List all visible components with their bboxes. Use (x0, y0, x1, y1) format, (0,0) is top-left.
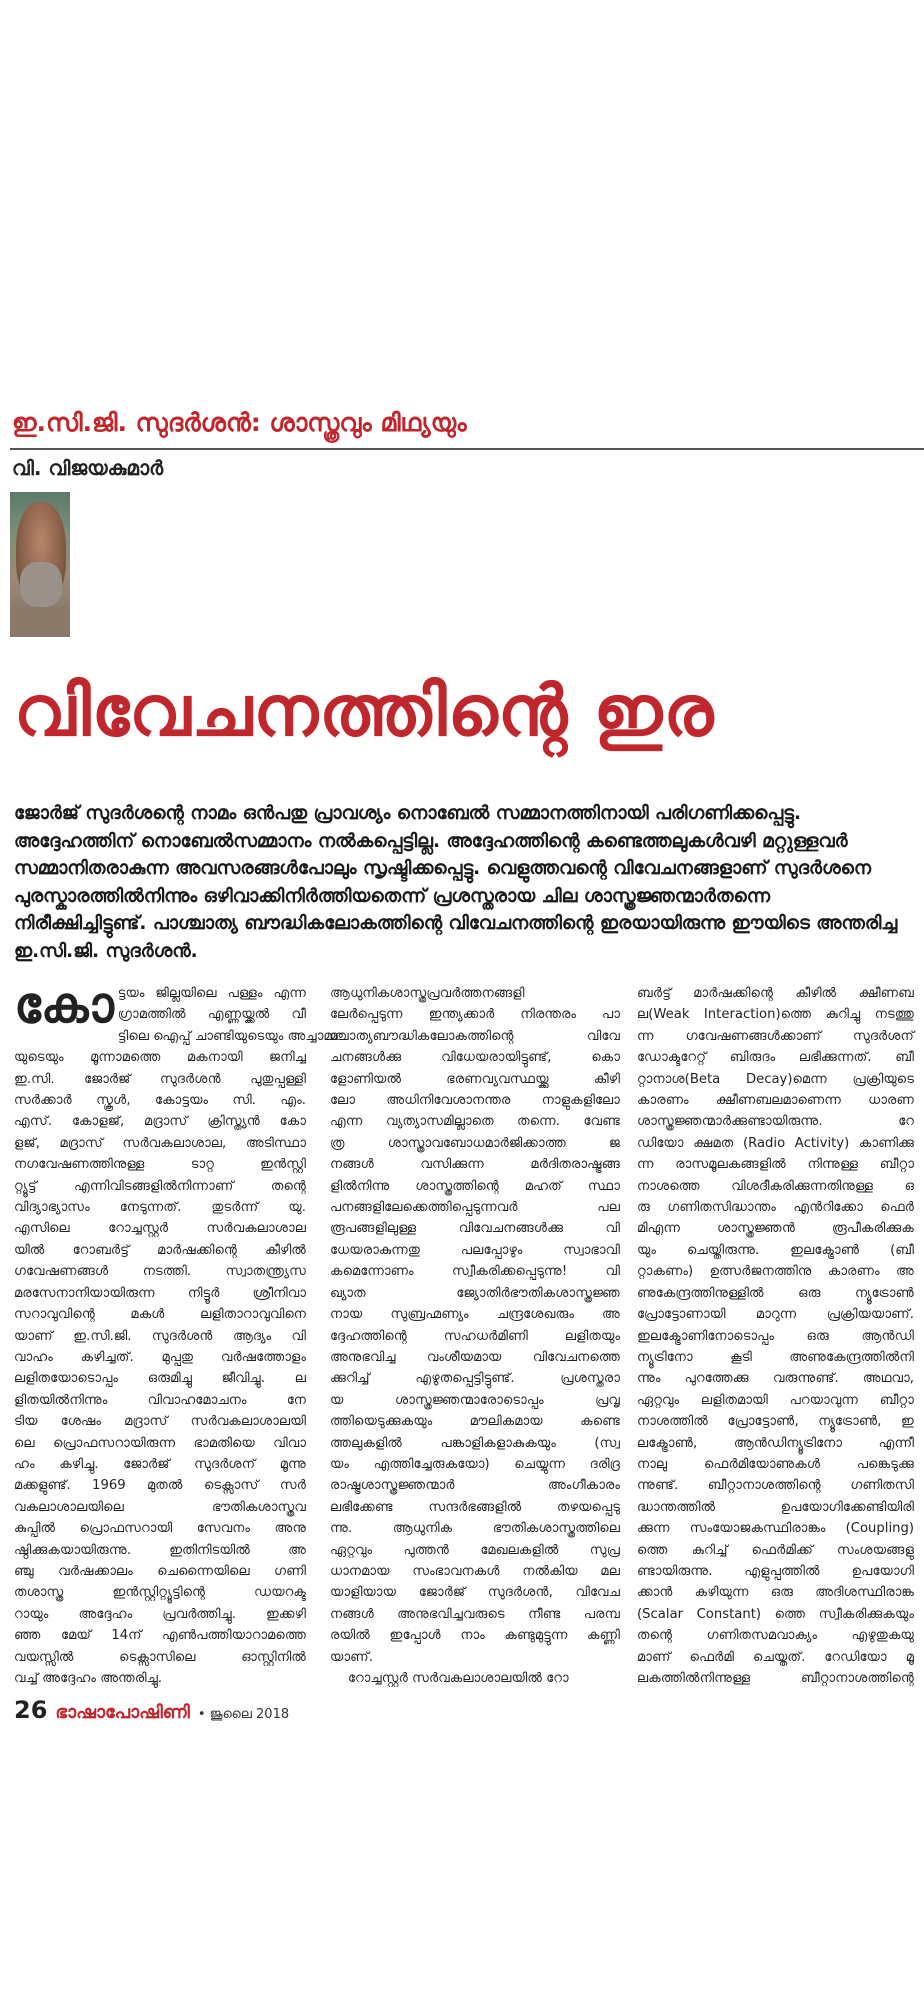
text-line: ലളിതയോടൊപ്പം ഒരുമിച്ചു ജീവിച്ചു. ല (14, 1371, 306, 1387)
text-line: ദ്ദേഹത്തിന്റെ സഹധർമിണി ലളിതയും (330, 1328, 620, 1344)
text-line: ഡിയോ ക്ഷമത (Radio Activity) കാണിക്കു (637, 1135, 914, 1151)
text-line: എന്ന വ്യത്യാസമില്ലാതെ തന്നെ. വേണ്ട (330, 1114, 620, 1130)
article-column-2 (330, 983, 620, 1689)
text-line: ശ്ചാത്യബൗദ്ധികലോകത്തിന്റെ വിവേ (330, 1028, 620, 1044)
text-line: ധേയരാകുന്നതു പലപ്പോഴും സ്വാഭാവി (330, 1242, 620, 1258)
text-line: തന്റെ ഗണിതസമവാക്യം എഴുതുകയു (637, 1628, 914, 1644)
text-line: ട്ടയം ജില്ലയിലെ പള്ളം എന്ന (117, 986, 306, 1001)
text-line: രാഷ്ട്രശാസ്ത്രജ്ഞന്മാർ അംഗീകാരം (330, 1478, 620, 1494)
text-line: റ്റ്യൂട്ട് എന്നിവിടങ്ങളിൽനിന്നാണ് തന്റെ (14, 1178, 306, 1194)
text-line: യുടെയും മൂന്നാമത്തെ മകനായി ജനിച്ച (14, 1050, 306, 1066)
text-line: വച്ച് അദ്ദേഹം അന്തരിച്ചു. (14, 1671, 163, 1686)
text-line: പനങ്ങളിലേക്കെത്തിപ്പെടുന്നവർ പല (330, 1200, 620, 1216)
text-line: എസിലെ റോച്ചസ്റ്റർ സർവകലാശാല (14, 1221, 306, 1237)
text-line: രു ഗണിതസിദ്ധാന്തം എൻറിക്കോ ഫെർ (637, 1200, 914, 1216)
text-line: അനുഭവിച്ച വംശീയമായ വിവേചനത്തെ (330, 1349, 620, 1365)
text-line: പ്രോട്ടോണായി മാറുന്ന പ്രക്രിയയാണ്. (637, 1307, 914, 1323)
text-line: ണുകേന്ദ്രത്തിനുള്ളിൽ ഒരു ന്യൂട്രോൺ (637, 1285, 914, 1301)
text-line: റ്റാകണം) ഉത്സർജനത്തിനു കാരണം അ (637, 1264, 914, 1280)
page-number: 26 (14, 1696, 48, 1724)
text-line: ഡോക്ടറേറ്റ് ബിരുദം ലഭിക്കുന്നത്. ബീ (637, 1050, 914, 1066)
text-line: മിഎന്ന ശാസ്ത്രജ്ഞൻ രൂപീകരിക്കുക (637, 1221, 914, 1237)
text-line: ഇലക്ട്രോണിനോടൊപ്പം ഒരു ആൻഡി (637, 1328, 914, 1344)
text-line: ശാസ്ത്രജ്ഞന്മാർക്കുണ്ടായിരുന്നു. റേ (637, 1114, 914, 1130)
text-line: ളിതയിൽനിന്നും വിവാഹമോചനം നേ (14, 1392, 306, 1408)
text-line: ളിൽനിന്നു ശാസ്ത്രത്തിന്റെ മഹത് സ്ഥാ (330, 1178, 620, 1194)
text-line: ക്കുറിച്ച് എഴുതപ്പെട്ടിട്ടുണ്ട്. പ്രശസ്തരാ (330, 1371, 620, 1387)
text-line: കാരണം ക്ഷീണബലമാണെന്ന ധാരണ (637, 1093, 914, 1109)
text-line: ഞ്ഞ മേയ് 14ന് എൺപത്തിയാറാമത്തെ (14, 1628, 306, 1644)
text-line: ദ്ധാന്തത്തിൽ ഉപയോഗിക്കേണ്ടിയിരി (637, 1499, 914, 1515)
text-line: കുപ്പിൽ പ്രൊഫസറായി സേവനം അനു (14, 1521, 306, 1537)
lead-paragraph (14, 800, 914, 965)
text-line: ന്നും പുറത്തേക്കു വരുന്നുണ്ട്. അഥവാ, (637, 1371, 914, 1387)
text-line: വകലാശാലയിലെ ഭൗതികശാസ്ത്രവ (14, 1499, 306, 1515)
text-line: യ ശാസ്ത്രജ്ഞന്മാരോടൊപ്പം പ്രവൃ (330, 1392, 620, 1408)
text-line: ത്ര ശാസ്ത്രാവബോധമാർജിക്കാത്ത ജ (330, 1135, 620, 1151)
text-line: യും ചെയ്തിരുന്നു. ഇലക്ട്രോൺ (ബീ (637, 1242, 914, 1258)
text-line: ളജ്, മദ്രാസ് സർവകലാശാല, അടിസ്ഥാ (14, 1135, 306, 1151)
text-line: ലോ അധിനിവേശാനന്തര നാളുകളിലോ (330, 1093, 620, 1109)
text-line: ലേർപ്പെടുന്ന ഇന്ത്യക്കാർ നിരന്തരം പാ (330, 1007, 620, 1023)
text-line: ഷ്ഠിക്കുകയായിരുന്നു. ഇതിനിടയിൽ അ (14, 1542, 306, 1558)
text-line: ന്യൂട്രിനോ കൂടി അണുകേന്ദ്രത്തിൽനി (637, 1349, 914, 1365)
text-line: തശാസ്ത്ര ഇൻസ്റ്റിറ്റ്യൂട്ടിന്റെ ഡയറക്ട (14, 1585, 306, 1601)
text-line: ല(Weak Interaction)ത്തെ കുറിച്ചു നടത്തു (637, 1007, 914, 1023)
article-headline: വിവേചനത്തിന്റെ ഇര (14, 670, 715, 752)
text-line: ണ്ടായിരുന്നു. എളുപ്പത്തിൽ ഉപയോഗി (637, 1563, 914, 1579)
text-line: ഗ്രാമത്തിൽ എണ്ണയ്ക്കൽ വീ (117, 1007, 306, 1023)
text-line: റായും അദ്ദേഹം പ്രവർത്തിച്ചു. ഇക്കഴി (14, 1606, 306, 1622)
text-line: സറാവുവിന്റെ മകൾ ലളിതാറാവുവിനെ (14, 1307, 306, 1323)
text-line: ലകത്തിൽനിന്നുള്ള ബീറ്റാനാശത്തിന്റെ (637, 1671, 914, 1686)
text-line: ഏറ്റവും പുത്തൻ മേഖലകളിൽ സുപ്ര (330, 1542, 620, 1558)
issue-date: • ജൂലൈ 2018 (197, 1707, 290, 1722)
text-line: വാഹം കഴിച്ചത്. മുപ്പതു വർഷത്തോളം (14, 1349, 306, 1365)
text-line: മാണ് ഫെർമി ചെയ്തത്. റേഡിയോ മൂ (637, 1649, 914, 1665)
text-line: ആധുനികശാസ്ത്രപ്രവർത്തനങ്ങളി (330, 986, 525, 1001)
text-line: ഞ്ചു വർഷക്കാലം ചെന്നൈയിലെ ഗണി (14, 1563, 306, 1579)
text-line: റ്റാനാശ(Beta Decay)മെന്ന പ്രക്രിയുടെ (637, 1071, 914, 1087)
text-line: നായ സുബ്രഹ്മണ്യം ചന്ദ്രശേഖരും അ (330, 1307, 620, 1323)
text-line: യം എത്തിച്ചേരുകയോ) ചെയ്യുന്ന ദരിദ്ര (330, 1456, 620, 1472)
magazine-name: ഭാഷാപോഷിണി (55, 1702, 190, 1723)
text-line: നാലു ഫെർമിയോണുകൾ പങ്കെടുക്കു (637, 1456, 914, 1472)
text-line: ന്ന ഗവേഷണങ്ങൾക്കാണ് സുദർശന് (637, 1028, 914, 1044)
text-line: ജോർജ് സുദർശന്റെ നാമം ഒൻപതു പ്രാവശ്യം നൊബേൽ സമ്മാനത്തിനായി പരിഗണിക്കപ്പെട്ടു. (14, 803, 802, 824)
text-line: കമെന്നോണം സ്വീകരിക്കപ്പെടുന്നു! വി (330, 1264, 620, 1280)
text-line: (Scalar Constant) ത്തെ സ്വീകരിക്കുകയും (637, 1606, 914, 1622)
text-line: എസ്. കോളജ്, മദ്രാസ് ക്രിസ്ത്യൻ കോ (14, 1114, 306, 1130)
text-line: ന്നുണ്ട്. ബീറ്റാനാശത്തിന്റെ ഗണിതസി (637, 1478, 914, 1494)
text-line: യാളിയായ ജോർജ് സുദർശൻ, വിവേച (330, 1585, 620, 1601)
text-line: ഗവേഷണങ്ങൾ നടത്തി. സ്വാതന്ത്ര്യസ (14, 1264, 306, 1280)
section-kicker: ഇ.സി.ജി. സുദർശൻ: ശാസ്ത്രവും മിഥ്യയും (12, 408, 467, 437)
author-photo (10, 492, 70, 635)
divider (10, 448, 924, 450)
text-line: ത്തിയെടുക്കുകയും മൗലികമായ കണ്ടെ (330, 1414, 620, 1430)
text-line: യാണ് ഇ.സി.ജി. സുദർശൻ ആദ്യം വി (14, 1328, 306, 1344)
text-line: ഖ്യാത ജ്യോതിർഭൗതികശാസ്ത്രജ്ഞ (330, 1285, 620, 1301)
text-line: റോച്ചസ്റ്റർ സർവകലാശാലയിൽ റോ (348, 1671, 569, 1686)
text-line: ഏറ്റവും ലളിതമായി പറയാവുന്ന ബീറ്റാ (637, 1392, 914, 1408)
text-line: ത്തലുകളിൽ പങ്കാളികളാകുകയും (സ്വ (330, 1435, 620, 1451)
text-line: നഗവേഷണത്തിനുള്ള ടാറ്റ ഇൻസ്റ്റി (14, 1157, 306, 1173)
text-line: നങ്ങൾ വസിക്കുന്ന മർദിതരാഷ്ട്രങ്ങ (330, 1157, 620, 1173)
text-line: ഹം കഴിച്ചു. ജോർജ് സുദർശന് മൂന്നു (14, 1456, 306, 1472)
text-line: സമ്മാനിതരാകുന്ന അവസരങ്ങൾപോലും സൃഷ്ടിക്കപ്പെട്ടു. വെളുത്തവന്റെ വിവേചനങ്ങളാണ് സുദർശനെ (14, 858, 871, 879)
text-line: ത്തെ കുറിച്ച് ഫെർമിക്ക് സംശയങ്ങളു (637, 1542, 914, 1558)
text-line: നിരീക്ഷിച്ചിട്ടുണ്ട്. പാശ്ചാത്യ ബൗദ്ധികലോകത്തിന്റെ വിവേചനത്തിന്റെ ഇരയായിരുന്നു ഈയിടെ അന്തരിച്ച (14, 913, 898, 934)
article-column-3 (637, 983, 914, 1689)
text-line: ന്ന രാസമൂലകങ്ങളിൽ നിന്നുള്ള ബീറ്റാ (637, 1157, 914, 1173)
text-line: രൂപങ്ങളിലുള്ള വിവേചനങ്ങൾക്കു വി (330, 1221, 620, 1237)
text-line: പുരസ്കാരത്തിൽനിന്നും ഒഴിവാക്കിനിർത്തിയതെന്ന് പ്രശസ്തരായ ചില ശാസ്ത്രജ്ഞന്മാർതന്നെ (14, 885, 771, 907)
text-line: യാണ്. (330, 1649, 374, 1665)
text-line: വിദ്യാഭ്യാസം നേടുന്നത്. തുടർന്ന് യു. (14, 1200, 306, 1216)
text-line: യിൽ റോബർട്ട് മാർഷക്കിന്റെ കീഴിൽ (14, 1242, 306, 1258)
text-line: ക്കുന്ന സംയോജകസ്ഥിരാങ്കം (Coupling) (637, 1521, 914, 1537)
page-footer (14, 1696, 289, 1724)
text-line: വയസ്സിൽ ടെക്സാസിലെ ഓസ്റ്റിനിൽ (14, 1649, 306, 1665)
text-line: ലെ പ്രൊഫസറായിരുന്ന ഭാമതിയെ വിവാ (14, 1435, 306, 1451)
text-line: ക്കാൻ കഴിയുന്ന ഒരു അദിശസ്ഥിരാങ്ക (637, 1585, 914, 1601)
text-line: നാശത്തിൽ പ്രോട്ടോൺ, ന്യൂട്രോൺ, ഇ (637, 1414, 914, 1430)
text-line: ധാനമായ സംഭാവനകൾ നൽകിയ മല (330, 1563, 620, 1579)
text-line: ലക്ട്രോൺ, ആൻഡിന്യൂട്രിനോ എന്നീ (637, 1435, 914, 1451)
text-line: നാശത്തെ വിശദീകരിക്കുന്നതിനുള്ള ഒ (637, 1178, 914, 1194)
text-line: ബർട്ട് മാർഷക്കിന്റെ കീഴിൽ ക്ഷീണബ (637, 986, 914, 1001)
text-line: അദ്ദേഹത്തിന് നൊബേൽസമ്മാനം നൽകപ്പെട്ടില്ല. അദ്ദേഹത്തിന്റെ കണ്ടെത്തലുകൾവഴി മറ്റുള്ളവർ (14, 830, 848, 852)
text-line: ചനങ്ങൾക്കു വിധേയരായിട്ടുണ്ട്, കൊ (330, 1050, 620, 1066)
text-line: സർക്കാർ സ്കൂൾ, കോട്ടയം സി. എം. (14, 1093, 306, 1109)
text-line: ട്ടിലെ ഐപ്പ് ചാണ്ടിയുടെയും അച്ചാമ്മ (117, 1028, 338, 1044)
text-line: ന്നു. ആധുനിക ഭൗതികശാസ്ത്രത്തിലെ (330, 1521, 620, 1537)
text-line: ലഭിക്കേണ്ട സന്ദർഭങ്ങളിൽ തഴയപ്പെടു (330, 1499, 620, 1515)
text-line: ടിയ ശേഷം മദ്രാസ് സർവകലാശാലയി (14, 1414, 306, 1430)
text-line: മക്കളുണ്ട്. 1969 മുതൽ ടെക്സാസ് സർ (14, 1478, 306, 1494)
text-line: രയിൽ ഇപ്പോൾ നാം കണ്ടുമുട്ടുന്ന കണ്ണി (330, 1628, 620, 1644)
text-line: ഇ.സി.ജി. സുദർശൻ. (14, 940, 198, 962)
drop-cap: കോ (14, 976, 114, 1034)
text-line: ഇ.സി. ജോർജ് സുദർശൻ പുതുപ്പള്ളി (14, 1071, 306, 1087)
article-column-1 (14, 976, 338, 1689)
text-line: നങ്ങൾ അനുഭവിച്ചവരുടെ നീണ്ട പരമ്പ (330, 1606, 620, 1622)
author-name: വി. വിജയകുമാർ (12, 456, 164, 480)
text-line: മരസേനാനിയായിരുന്ന നിട്ടൂർ ശ്രീനിവാ (14, 1285, 306, 1301)
text-line: ളോണിയൽ ഭരണവ്യവസ്ഥയ്ക്കു കീഴി (330, 1071, 620, 1087)
